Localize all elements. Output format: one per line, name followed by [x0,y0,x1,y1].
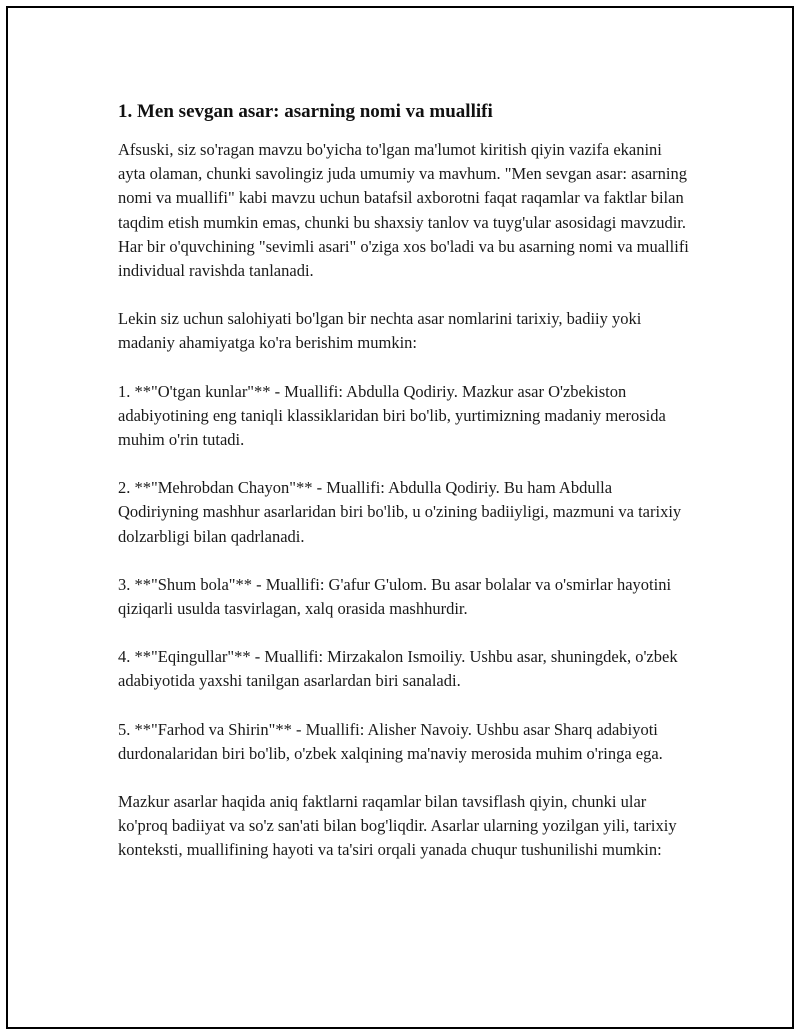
list-item-4: 4. **"Eqingullar"** - Muallifi: Mirzakalon Ismoiliy. Ushbu asar, shuningdek, o'zbek adabiyotida yaxshi tanilgan asarlardan biri sanaladi. [118,647,678,691]
intro-paragraph: Afsuski, siz so'ragan mavzu bo'yicha to'lgan ma'lumot kiritish qiyin vazifa ekanini ayta olaman, chunki savolingiz juda umumiy va mavhum. "Men sevgan asar: asarning nomi va muallifi" kabi mavzu uchun batafsil axborotni faqat raqamlar va faktlar bilan taqdim etish mumkin emas, chunki bu shaxsiy tanlov va tuyg'ular asosidagi mavzudir. Har bir o'quvchining "sevimli asari" o'ziga xos bo'ladi va bu asarning nomi va muallifi individual ravishda tanlanadi. [118,140,689,281]
list-item-5: 5. **"Farhod va Shirin"** - Muallifi: Alisher Navoiy. Ushbu asar Sharq adabiyoti durdonalaridan biri bo'lib, o'zbek xalqining ma'naviy merosida muhim o'ringa ega. [118,719,663,763]
page-frame [6,6,794,1029]
list-item-1: 1. **"O'tgan kunlar"** - Muallifi: Abdulla Qodiriy. Mazkur asar O'zbekiston adabiyotining eng taniqli klassiklaridan biri bo'lib, yurtimizning madaniy merosida muhim o'rin tutadi. [118,381,666,450]
document-heading: 1. Men sevgan asar: asarning nomi va muallifi [118,101,493,122]
closing-paragraph: Mazkur asarlar haqida aniq faktlarni raqamlar bilan tavsiflash qiyin, chunki ular ko'proq badiiyat va so'z san'ati bilan bog'liqdir. Asarlar ularning yozilgan yili, tarixiy konteksti, muallifining hayoti va ta'siri orqali yanada chuqur tushunilishi mumkin: [118,792,677,860]
document-body [118,100,693,887]
list-item-2: 2. **"Mehrobdan Chayon"** - Muallifi: Abdulla Qodiriy. Bu ham Abdulla Qodiriyning mashhur asarlaridan biri bo'lib, u o'zining badiiyligi, mazmuni va tarixiy dolzarbligi bilan qadrlanadi. [118,478,682,546]
suggestion-paragraph: Lekin siz uchun salohiyati bo'lgan bir nechta asar nomlarini tarixiy, badiiy yoki madaniy ahamiyatga ko'ra berishim mumkin: [118,309,642,353]
list-item-3: 3. **"Shum bola"** - Muallifi: G'afur G'ulom. Bu asar bolalar va o'smirlar hayotini qiziqarli usulda tasvirlagan, xalq orasida mashhurdir. [118,574,672,619]
